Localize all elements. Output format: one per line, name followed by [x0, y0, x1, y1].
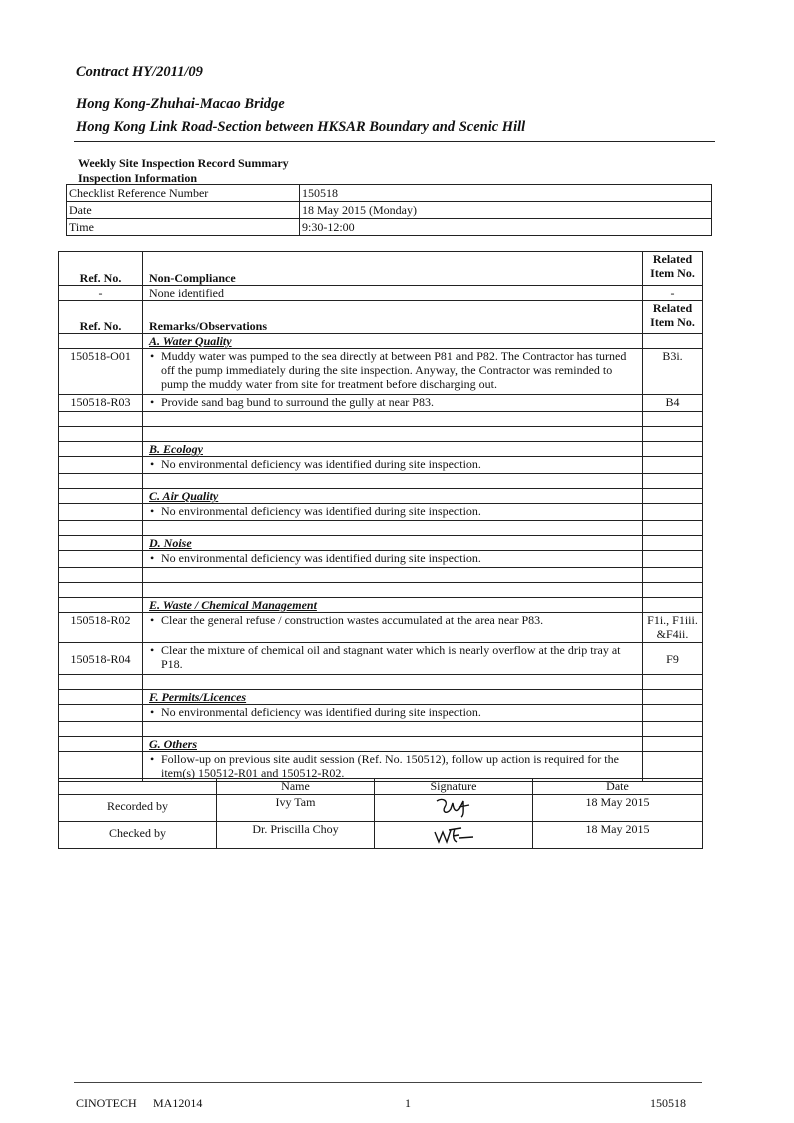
col-header-noncompliance: Non-Compliance: [143, 252, 643, 286]
table-header-row: [59, 301, 703, 334]
table-row: [59, 822, 703, 849]
section-row: [59, 690, 703, 705]
item-related: F1i., F1iii. &F4ii.: [643, 613, 703, 643]
section-noise: D. Noise: [143, 536, 643, 551]
spacer-row: [59, 412, 703, 427]
item-remark: • No environmental deficiency was identified during site inspection.: [143, 457, 643, 474]
signoff-date: 18 May 2015: [533, 822, 703, 849]
empty-cell: [59, 779, 217, 795]
footer-rule: [74, 1082, 702, 1083]
spacer-row: [59, 474, 703, 489]
section-permits-licences: F. Permits/Licences: [143, 690, 643, 705]
section-others: G. Others: [143, 737, 643, 752]
item-ref: 150518-R03: [59, 395, 143, 412]
table-row: [59, 395, 703, 412]
item-ref: 150518-R02: [59, 613, 143, 643]
item-remark: • Clear the mixture of chemical oil and stagnant water which is nearly overflow at the drip tray at P18.: [143, 643, 643, 675]
item-related: B3i.: [643, 349, 703, 395]
info-value: 9:30-12:00: [300, 219, 712, 236]
col-header-related: Related Item No.: [643, 301, 703, 334]
col-header-related: Related Item No.: [643, 252, 703, 286]
section-row: [59, 489, 703, 504]
col-header-date: Date: [533, 779, 703, 795]
item-remark: • No environmental deficiency was identified during site inspection.: [143, 504, 643, 521]
section-row: [59, 442, 703, 457]
signature-recorded: [375, 795, 533, 822]
info-label: Time: [67, 219, 300, 236]
section-ecology: B. Ecology: [143, 442, 643, 457]
table-row: [59, 795, 703, 822]
spacer-row: [59, 583, 703, 598]
col-header-ref: Ref. No.: [59, 252, 143, 286]
page-number: 1: [405, 1096, 411, 1110]
item-remark: • Provide sand bag bund to surround the gully at near P83.: [143, 395, 643, 412]
signoff-name: Ivy Tam: [217, 795, 375, 822]
col-header-signature: Signature: [375, 779, 533, 795]
spacer-row: [59, 521, 703, 536]
item-ref: 150518-O01: [59, 349, 143, 395]
inspection-info-table: [66, 184, 712, 236]
section-row: [59, 334, 703, 349]
item-related: B4: [643, 395, 703, 412]
item-remark: • Follow-up on previous site audit session (Ref. No. 150512), follow up action is required for the item(s) 150512-R01 and 150512-R02.: [143, 752, 643, 782]
table-row: [59, 286, 703, 301]
table-row: [59, 752, 703, 782]
section-row: [59, 737, 703, 752]
section-waste-chemical: E. Waste / Chemical Management: [143, 598, 643, 613]
table-row: [59, 705, 703, 722]
header-rule: [74, 141, 715, 142]
item-remark: • Clear the general refuse / construction wastes accumulated at the area near P83.: [143, 613, 643, 643]
table-row: [59, 457, 703, 474]
info-value: 18 May 2015 (Monday): [300, 202, 712, 219]
footer-doc-ref: MA12014: [153, 1096, 203, 1110]
item-remark: • No environmental deficiency was identified during site inspection.: [143, 551, 643, 568]
nc-ref: -: [59, 286, 143, 301]
table-header-row: [59, 252, 703, 286]
inspection-findings-table: [58, 251, 703, 782]
item-related: F9: [643, 643, 703, 675]
item-remark: • Muddy water was pumped to the sea directly at between P81 and P82. The Contractor has turned off the pump immediately during the site inspection. Anyway, the Contractor was reminded to pump the muddy water from site for treatment before discharging out.: [143, 349, 643, 395]
spacer-row: [59, 722, 703, 737]
item-ref: 150518-R04: [59, 643, 143, 675]
nc-text: None identified: [143, 286, 643, 301]
table-header-row: [59, 779, 703, 795]
spacer-row: [59, 427, 703, 442]
signoff-role: Recorded by: [59, 795, 217, 822]
footer-ref: 150518: [650, 1096, 686, 1110]
section-title: Hong Kong Link Road-Section between HKSAR Boundary and Scenic Hill: [76, 119, 526, 135]
signature-checked: [375, 822, 533, 849]
signoff-name: Dr. Priscilla Choy: [217, 822, 375, 849]
section-row: [59, 598, 703, 613]
table-row: [59, 349, 703, 395]
project-title: Hong Kong-Zhuhai-Macao Bridge: [76, 96, 285, 112]
section-water-quality: A. Water Quality: [143, 334, 643, 349]
table-row: [67, 219, 712, 236]
info-value: 150518: [300, 185, 712, 202]
inspection-info-title: Inspection Information: [78, 171, 198, 185]
col-header-ref: Ref. No.: [59, 301, 143, 334]
table-row: [67, 185, 712, 202]
table-row: [59, 551, 703, 568]
section-row: [59, 536, 703, 551]
info-label: Checklist Reference Number: [67, 185, 300, 202]
spacer-row: [59, 675, 703, 690]
col-header-name: Name: [217, 779, 375, 795]
spacer-row: [59, 568, 703, 583]
item-remark: • No environmental deficiency was identified during site inspection.: [143, 705, 643, 722]
table-row: [67, 202, 712, 219]
signoff-date: 18 May 2015: [533, 795, 703, 822]
signoff-role: Checked by: [59, 822, 217, 849]
col-header-remarks: Remarks/Observations: [143, 301, 643, 334]
nc-related: -: [643, 286, 703, 301]
summary-title: Weekly Site Inspection Record Summary: [78, 156, 289, 170]
info-label: Date: [67, 202, 300, 219]
table-row: [59, 504, 703, 521]
table-row: [59, 643, 703, 675]
contract-number: Contract HY/2011/09: [76, 64, 203, 80]
section-air-quality: C. Air Quality: [143, 489, 643, 504]
signoff-table: [58, 778, 703, 849]
footer-company: CINOTECH: [76, 1096, 137, 1110]
table-row: [59, 613, 703, 643]
